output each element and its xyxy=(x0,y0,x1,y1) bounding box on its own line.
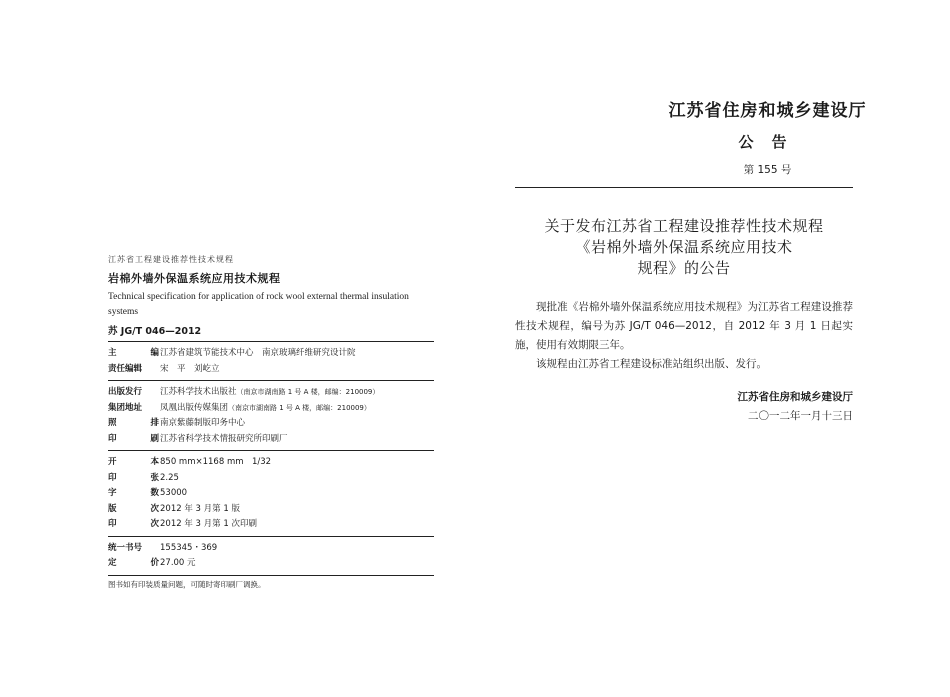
colophon-label xyxy=(108,455,159,467)
colophon-label xyxy=(108,556,159,568)
colophon-label-part: 印 xyxy=(108,519,117,529)
colophon-row xyxy=(108,346,434,362)
series-name: 江苏省工程建设推荐性技术规程 xyxy=(108,255,234,264)
colophon-label-part: 责任编辑 xyxy=(108,363,143,374)
colophon-value-extra: （南京市湖南路 1 号 A 楼，邮编：210009） xyxy=(228,403,371,412)
issuer-name: 江苏省住房和城乡建设厅 xyxy=(668,101,867,121)
colophon-row xyxy=(108,432,434,448)
colophon-label-part: 定 xyxy=(108,558,117,568)
colophon-value: 南京紫藤制版印务中心 xyxy=(160,418,246,428)
colophon-value: 27.00 元 xyxy=(160,558,196,568)
publisher-group xyxy=(108,381,434,450)
colophon-label-part: 印 xyxy=(108,472,117,483)
colophon-label-part: 张 xyxy=(150,472,159,483)
colophon-label xyxy=(108,502,159,514)
colophon-row xyxy=(108,517,434,533)
colophon-row xyxy=(108,471,434,487)
colophon-label-part: 开 xyxy=(108,457,117,467)
colophon-label-part: 字 xyxy=(108,488,117,498)
signature-org: 江苏省住房和城乡建设厅 xyxy=(737,391,853,403)
format-group xyxy=(108,451,434,536)
announcement-heading: 公告 xyxy=(738,133,805,151)
colophon-value: 宋 平 刘屹立 xyxy=(160,363,220,374)
colophon-label xyxy=(108,517,159,529)
colophon-label-part: 出版发行 xyxy=(108,387,143,397)
colophon-label xyxy=(108,486,159,498)
price-group xyxy=(108,537,434,575)
colophon-row xyxy=(108,401,434,417)
notice-title-line: 《岩棉外墙外保温系统应用技术 xyxy=(575,238,793,256)
colophon-label xyxy=(108,401,159,413)
colophon-row xyxy=(108,385,434,401)
signature xyxy=(515,388,853,426)
book-title: 岩棉外墙外保温系统应用技术规程 xyxy=(108,272,281,285)
divider xyxy=(515,187,853,188)
colophon-row xyxy=(108,416,434,432)
colophon-row xyxy=(108,556,434,572)
colophon-label-part: 照 xyxy=(108,418,117,428)
notice-title xyxy=(515,216,853,279)
colophon-label xyxy=(108,346,159,358)
signature-date: 二〇一二年一月十三日 xyxy=(748,410,853,422)
notice-title-line: 关于发布江苏省工程建设推荐性技术规程 xyxy=(544,217,824,235)
colophon-label-part: 次 xyxy=(150,519,159,529)
colophon-label-part: 版 xyxy=(108,503,117,514)
colophon xyxy=(108,254,434,590)
colophon-value: 53000 xyxy=(160,488,188,498)
notice-paragraph: 该规程由江苏省工程建设标准站组织出版、发行。 xyxy=(536,358,767,370)
colophon-label xyxy=(108,541,159,553)
colophon-value: 850 mm×1168 mm 1/32 xyxy=(160,457,272,467)
colophon-value: 江苏省建筑节能技术中心 南京玻璃纤维研究设计院 xyxy=(160,348,356,358)
colophon-label xyxy=(108,471,159,483)
colophon-value: 凤凰出版传媒集团（南京市湖南路 1 号 A 楼，邮编：210009） xyxy=(160,402,371,413)
colophon-label-part: 次 xyxy=(150,503,159,514)
colophon-label-part: 数 xyxy=(150,488,159,498)
right-page xyxy=(475,0,950,697)
colophon-label-part: 编 xyxy=(150,348,159,358)
colophon-label xyxy=(108,416,159,428)
colophon-label-part: 集团地址 xyxy=(108,402,143,413)
colophon-value: 江苏省科学技术情报研究所印刷厂 xyxy=(160,433,288,444)
issue-number: 第 155 号 xyxy=(743,164,792,176)
quality-note: 图书如有印装质量问题，可随时寄印刷厂调换。 xyxy=(108,579,266,589)
colophon-value: 2.25 xyxy=(160,472,179,483)
colophon-value-extra: （南京市湖南路 1 号 A 楼，邮编：210009） xyxy=(236,388,380,396)
colophon-label xyxy=(108,362,159,374)
colophon-value: 2012 年 3 月第 1 版 xyxy=(160,503,240,514)
colophon-row xyxy=(108,486,434,502)
colophon-row xyxy=(108,541,434,557)
colophon-label-part: 价 xyxy=(150,558,159,568)
colophon-value: 2012 年 3 月第 1 次印刷 xyxy=(160,519,257,529)
notice-body xyxy=(515,298,853,374)
colophon-label xyxy=(108,385,159,397)
colophon-label-part: 统一书号 xyxy=(108,542,143,553)
colophon-label-part: 印 xyxy=(108,433,117,444)
colophon-row xyxy=(108,455,434,471)
standard-number: 苏 JG/T 046—2012 xyxy=(108,326,202,337)
english-title: Technical specification for application of rock wool external thermal insulation systems xyxy=(108,292,409,317)
colophon-label-part: 排 xyxy=(150,418,159,428)
editor-group xyxy=(108,342,434,380)
colophon-row xyxy=(108,502,434,518)
colophon-value: 155345・369 xyxy=(160,542,218,553)
colophon-label xyxy=(108,432,159,444)
colophon-label-part: 主 xyxy=(108,348,117,358)
colophon-value: 江苏科学技术出版社（南京市湖南路 1 号 A 楼，邮编：210009） xyxy=(160,387,380,397)
notice-title-line: 规程》的公告 xyxy=(637,259,731,277)
notice-paragraph: 现批准《岩棉外墙外保温系统应用技术规程》为江苏省工程建设推荐性技术规程，编号为苏 JG/T 046—2012，自 2012 年 3 月 1 日起实施，使用有效期限三年。 xyxy=(515,301,853,351)
colophon-label-part: 刷 xyxy=(150,433,159,444)
colophon-label-part: 本 xyxy=(150,457,159,467)
colophon-row xyxy=(108,362,434,378)
